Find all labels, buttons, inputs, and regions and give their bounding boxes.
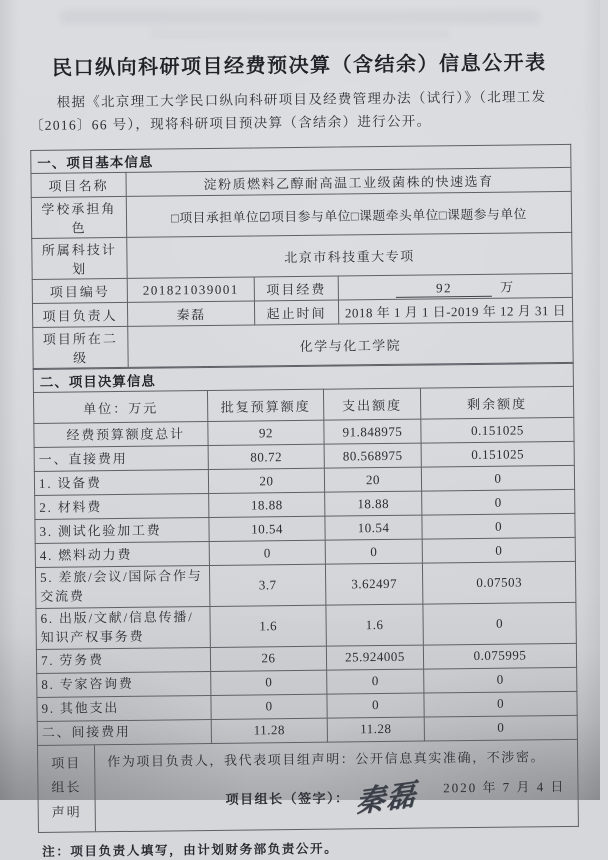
budget-approved: 10.54: [209, 517, 325, 542]
budget-approved: 3.7: [209, 565, 325, 607]
program-label: 所属科技计划: [32, 238, 127, 280]
col-header-remaining: 剩余额度: [420, 387, 573, 420]
statement-block: [38, 740, 578, 832]
budget-approved: 26: [210, 646, 326, 671]
budget-spent: 0: [325, 540, 422, 565]
basic-info-section-title: 一、项目基本信息: [31, 145, 571, 174]
budget-remaining: 0: [424, 667, 577, 693]
budget-remaining: 0: [422, 538, 575, 564]
school-role-label: 学校承担角色: [31, 197, 126, 239]
budget-label: 6. 出版/文献/信息传播/知识产权事务费: [36, 607, 210, 650]
budget-label: 5. 差旅/会议/国际合作与交流费: [35, 566, 209, 609]
budget-remaining: 0.151025: [421, 418, 574, 444]
budget-remaining: 0: [421, 466, 574, 492]
budget-approved: 1.6: [210, 605, 326, 647]
budget-approved: 92: [208, 421, 324, 446]
budget-label: 4. 燃料动力费: [35, 542, 209, 568]
budget-label: 2. 材料费: [35, 494, 209, 520]
budget-spent: 3.62497: [325, 564, 422, 606]
budget-label: 3. 测试化验加工费: [35, 518, 209, 544]
signature-row: [107, 774, 577, 820]
school-role-row: [31, 192, 571, 239]
project-name-value: 淀粉质燃料乙醇耐高温工业级菌株的快速选育: [126, 168, 571, 197]
budget-table: [33, 363, 579, 832]
budget-approved: 20: [208, 469, 324, 494]
budget-spent: 20: [324, 468, 421, 493]
budget-label: 8. 专家咨询费: [37, 671, 211, 697]
budget-approved: 80.72: [208, 445, 324, 470]
sign-here-label: 项目组长（签字）：: [225, 790, 350, 807]
budget-approved: 18.88: [209, 493, 325, 518]
budget-label: 9. 其他支出: [37, 695, 211, 721]
school-unit-row: [33, 322, 573, 369]
budget-label: 7. 劳务费: [36, 647, 210, 673]
budget-spent: 10.54: [325, 516, 422, 541]
funding-unit: 万: [499, 279, 515, 295]
funding-value: [338, 274, 572, 301]
role-option-participant-checked: ☑项目参与单位: [259, 209, 351, 225]
funding-amount: 92: [396, 280, 492, 298]
budget-approved: 11.28: [211, 718, 327, 743]
project-no-value: 201821039001: [127, 277, 254, 302]
program-value: 北京市科技重大专项: [127, 233, 572, 279]
budget-spent: 18.88: [325, 492, 422, 517]
budget-spent: 25.924005: [326, 645, 423, 670]
budget-label: 1. 设备费: [34, 470, 208, 496]
intro-paragraph: 根据《北京理工大学民口纵向科研项目及经费管理办法（试行）》（北理工发〔2016〕66 号），现将科研项目预决算（含结余）进行公开。: [29, 89, 547, 134]
budget-section-title: 二、项目决算信息: [33, 364, 573, 393]
unit-label: 单位：万元: [33, 391, 207, 424]
school-role-options: [126, 192, 571, 238]
project-no-label: 项目编号: [32, 279, 127, 304]
school-unit-value: 化学与化工学院: [128, 322, 573, 368]
budget-spent: 91.848975: [324, 420, 421, 445]
role-option-undertaker: □项目承担单位: [171, 210, 260, 226]
budget-approved: 0: [211, 670, 327, 695]
budget-label: 一、直接费用: [34, 446, 208, 472]
leader-label: 项目负责人: [32, 303, 127, 328]
col-header-spent: 支出额度: [323, 389, 420, 421]
budget-remaining: 0.07503: [422, 562, 575, 604]
period-value: 2018 年 1 月 1 日-2019 年 12 月 31 日: [338, 298, 572, 325]
basic-info-table: [30, 144, 573, 369]
statement-row: [37, 739, 578, 832]
school-unit-label: 项目所在二级: [33, 327, 128, 369]
budget-spent: 1.6: [326, 604, 423, 646]
footnote: 注：项目负责人填写，由计划财务部负责公开。: [42, 841, 339, 859]
budget-label: 二、间接费用: [37, 719, 211, 745]
role-option-topic-participant: □课题参与单位: [438, 207, 527, 223]
budget-remaining: 0: [422, 490, 575, 516]
budget-remaining: 0: [422, 514, 575, 540]
budget-remaining: 0.075995: [423, 643, 576, 669]
budget-spent: 0: [327, 693, 424, 718]
budget-approved: 0: [209, 541, 325, 566]
sign-date: 2020 年 7 月 4 日: [443, 778, 566, 796]
leader-value: 秦磊: [127, 301, 254, 326]
budget-row-travel-meeting: [35, 562, 575, 609]
handwritten-signature: 秦磊: [355, 778, 418, 820]
budget-label: 经费预算额度总计: [34, 422, 208, 448]
budget-spent: 0: [327, 669, 424, 694]
budget-spent: 80.568975: [324, 444, 421, 469]
statement-side-label: 项目 组长 声明: [38, 745, 96, 832]
budget-remaining: 0.151025: [421, 442, 574, 468]
budget-remaining: 0: [423, 602, 576, 644]
col-header-approved: 批复预算额度: [207, 390, 323, 422]
budget-row-publication-ip: [36, 602, 576, 649]
declaration-text: 作为项目负责人，我代表项目组声明：公开信息真实准确，不涉密。: [107, 749, 546, 769]
funding-label: 项目经费: [254, 276, 338, 301]
budget-remaining: 0: [424, 715, 577, 741]
page-title: 民口纵向科研项目经费预决算（含结余）信息公开表: [51, 52, 547, 80]
budget-remaining: 0: [424, 691, 577, 717]
role-option-topic-lead: □课题牵头单位: [350, 208, 439, 224]
program-row: [32, 233, 572, 280]
period-label: 起止时间: [254, 300, 338, 325]
budget-approved: 0: [211, 694, 327, 719]
budget-spent: 11.28: [327, 717, 424, 742]
project-name-label: 项目名称: [31, 173, 126, 198]
